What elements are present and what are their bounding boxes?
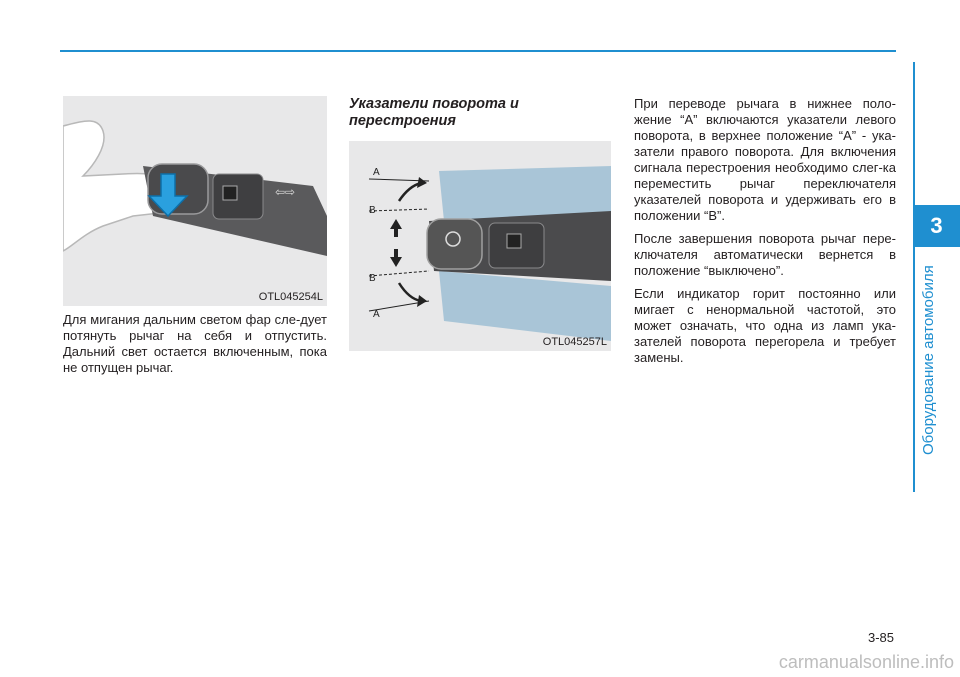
figure-flash-high-beam	[63, 96, 327, 306]
figure-code: OTL045257L	[542, 336, 607, 348]
chapter-number-tab: 3	[913, 205, 960, 247]
label-a-top: A	[373, 167, 380, 178]
down-arrow-icon	[390, 257, 402, 267]
label-a-bottom: A	[373, 309, 380, 320]
chapter-title: Оборудование автомобиля	[920, 265, 937, 455]
svg-text:⇦⇨: ⇦⇨	[275, 185, 296, 199]
curved-down-arrow-icon	[399, 283, 421, 301]
watermark: carmanualsonline.info	[778, 652, 954, 672]
stalk-pull-illustration	[63, 96, 327, 306]
side-rule	[913, 62, 915, 492]
figure-turn-signals	[349, 141, 611, 351]
figure-code: OTL045254L	[258, 291, 323, 303]
high-beam-flash-text: Для мигания дальним светом фар сле-дует потянуть рычаг на себя и отпустить. Дальний свет остается включенным, пока не отпущен рычаг.	[63, 312, 327, 375]
label-b-bottom: B	[369, 273, 376, 284]
turn-signal-text-column	[634, 96, 896, 373]
label-b-top: B	[369, 205, 376, 216]
paragraph: При переводе рычага в нижнее поло-жение “A” включаются указатели левого поворота, в верхнее положение “A” - ука-затели правого поворота. Для включения сигнала перестроения необходимо слег-ка переместить рычаг переключателя указателей поворота и удерживать его в положении “B”.	[634, 96, 896, 223]
page-number: 3-85	[867, 630, 894, 645]
up-arrow-icon	[390, 219, 402, 229]
turn-signal-illustration	[349, 141, 611, 351]
paragraph: После завершения поворота рычаг пере-ключателя автоматически вернется в положение “выключено”.	[634, 231, 896, 278]
paragraph: Если индикатор горит постоянно или мигает с ненормальной частотой, это может означать, что одна из ламп ука-зателей поворота перегорела и требует замены.	[634, 286, 896, 365]
top-rule	[60, 50, 896, 52]
section-heading: Указатели поворота и перестроения	[349, 96, 519, 129]
